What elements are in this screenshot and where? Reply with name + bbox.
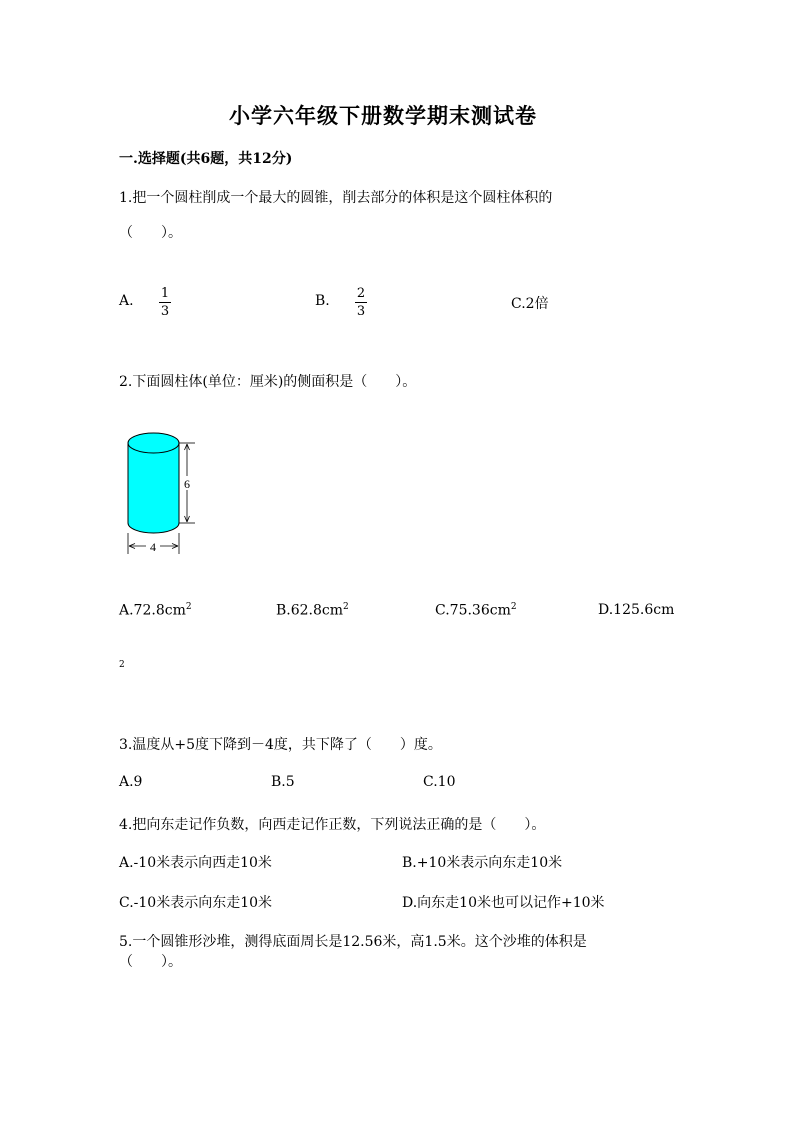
q4-option-a: A.-10米表示向西走10米 bbox=[119, 855, 272, 871]
fraction-denominator: 3 bbox=[356, 304, 366, 319]
q3-option-c: C.10 bbox=[423, 774, 456, 790]
question-4-stem: 4.把向东走记作负数，向西走记作正数，下列说法正确的是（ ）。 bbox=[119, 817, 546, 833]
fraction-bar bbox=[159, 302, 171, 303]
q2-option-d-superscript: 2 bbox=[119, 660, 125, 670]
q4-option-d: D.向东走10米也可以记作+10米 bbox=[402, 895, 605, 911]
question-5-stem: 5.一个圆锥形沙堆，测得底面周长是12.56米，高1.5米。这个沙堆的体积是 bbox=[119, 934, 587, 950]
q2-option-b-text: B.62.8cm bbox=[276, 602, 344, 619]
q1-option-c: C.2倍 bbox=[511, 296, 549, 312]
question-2-stem: 2.下面圆柱体(单位：厘米)的侧面积是（ ）。 bbox=[119, 374, 417, 390]
superscript: 2 bbox=[510, 602, 517, 612]
fraction-denominator: 3 bbox=[160, 304, 170, 319]
fraction-numerator: 1 bbox=[160, 286, 170, 301]
q2-option-a bbox=[119, 602, 192, 619]
q1-option-b-label: B. bbox=[315, 293, 330, 309]
section-heading: 一.选择题(共6题，共12分) bbox=[119, 151, 293, 167]
q2-option-c-text: C.75.36cm bbox=[435, 602, 511, 619]
q4-option-c: C.-10米表示向东走10米 bbox=[119, 895, 273, 911]
question-1-blank: （ ）。 bbox=[119, 225, 182, 241]
q1-option-b-fraction bbox=[355, 286, 367, 319]
q1-option-a-fraction bbox=[159, 286, 171, 319]
fraction-numerator: 2 bbox=[356, 286, 366, 301]
superscript: 2 bbox=[185, 602, 192, 612]
page-title: 小学六年级下册数学期末测试卷 bbox=[229, 103, 537, 128]
cylinder-figure bbox=[115, 418, 205, 563]
question-1-stem: 1.把一个圆柱削成一个最大的圆锥，削去部分的体积是这个圆柱体积的 bbox=[119, 190, 553, 206]
q2-option-b bbox=[276, 602, 349, 619]
q1-option-a-label: A. bbox=[119, 293, 134, 309]
question-5-blank: （ ）。 bbox=[119, 954, 182, 970]
q2-option-c bbox=[435, 602, 517, 619]
superscript: 2 bbox=[343, 602, 349, 612]
question-3-stem: 3.温度从+5度下降到－4度，共下降了（ ）度。 bbox=[119, 737, 442, 753]
q2-option-d: D.125.6cm bbox=[598, 602, 675, 618]
diameter-label: 4 bbox=[150, 540, 156, 554]
q2-option-a-text: A.72.8cm bbox=[119, 602, 186, 619]
q3-option-a: A.9 bbox=[119, 774, 143, 790]
fraction-bar bbox=[355, 302, 367, 303]
q3-option-b: B.5 bbox=[271, 774, 295, 790]
q4-option-b: B.+10米表示向东走10米 bbox=[402, 855, 563, 871]
height-label: 6 bbox=[184, 477, 190, 491]
